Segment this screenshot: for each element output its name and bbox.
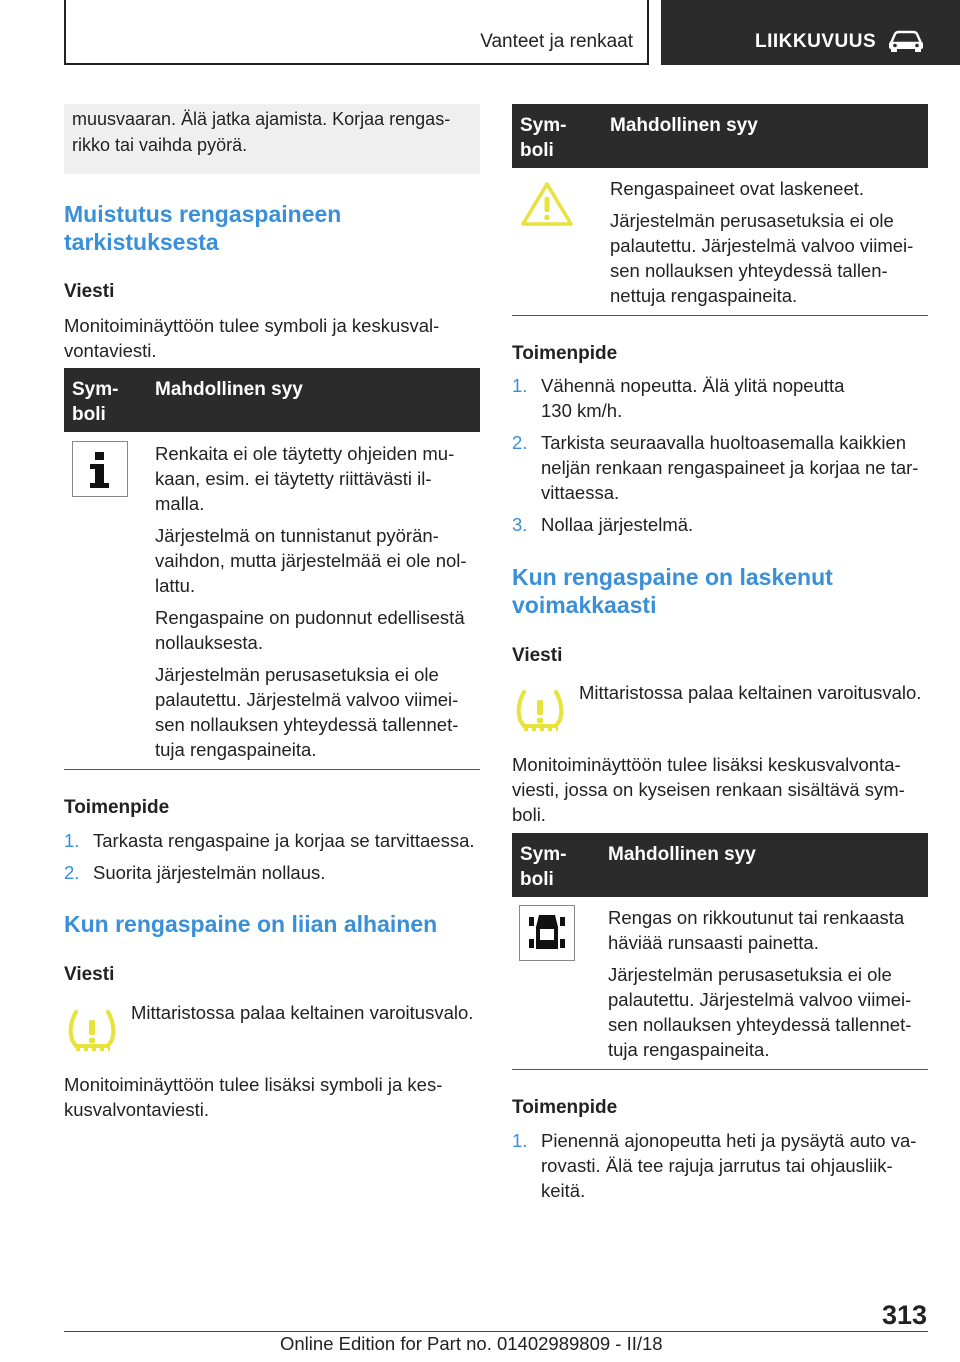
notice-line: muusvaaran. Älä jatka ajamista. Korjaa rengas- bbox=[72, 109, 451, 129]
label-toimenpide: Toimenpide bbox=[512, 1097, 618, 1118]
heading-reminder: Muistutus rengaspaineen tarkistuksesta bbox=[64, 201, 342, 255]
heading-sudden-loss: Kun rengaspaine on laskenut voimakkaasti bbox=[512, 564, 833, 618]
list-item: 1. Tarkasta rengaspaine ja korjaa se tarvittaessa. bbox=[64, 830, 475, 851]
header-chapter-box bbox=[661, 0, 960, 65]
info-icon bbox=[72, 441, 128, 497]
heading-low-pressure: Kun rengaspaine on liian alhainen bbox=[64, 911, 438, 937]
reasons-cell: Renkaita ei ole täytetty ohjeiden mu- kaan, esim. ei täytetty riittävästi il- malla. Järjestelmä on tunnistanut pyörän- vaihdon, mutta järjestelmää ei ole nol- lattu. Rengaspaine on pudonnut edellisestä nollauksesta. Järjestelmän perusasetuksia ei ole palautettu. Järjestelmä valvoo viimei- sen nollauksen yhteydessä tallennet- tuja rengaspaineita. bbox=[155, 443, 467, 760]
header-section-box bbox=[64, 0, 649, 65]
tire-pressure-warning-icon bbox=[66, 1008, 118, 1056]
table-header bbox=[64, 368, 480, 432]
col-symbol-header: Sym- boli bbox=[72, 379, 119, 425]
tire-pressure-warning-icon bbox=[514, 688, 566, 736]
col-reason-header: Mahdollinen syy bbox=[155, 379, 303, 400]
col-symbol-header: Sym- boli bbox=[520, 844, 567, 890]
notice-line: rikko tai vaihda pyörä. bbox=[72, 135, 248, 155]
list-item: 1. Vähennä nopeutta. Älä ylitä nopeutta 130 km/h. bbox=[512, 375, 845, 421]
label-viesti: Viesti bbox=[512, 645, 563, 666]
message-text: Monitoiminäyttöön tulee lisäksi keskusvalvonta- viesti, jossa on kyseisen renkaan sisältävä sym- boli. bbox=[512, 754, 905, 825]
car-tire-icon bbox=[519, 905, 575, 961]
table-rule bbox=[64, 769, 480, 770]
car-icon bbox=[887, 29, 925, 53]
table-header bbox=[512, 833, 928, 897]
warning-light-text: Mittaristossa palaa keltainen varoitusvalo. bbox=[579, 682, 922, 703]
list-item: 2. Tarkista seuraavalla huoltoasemalla kaikkien neljän renkaan rengaspaineet ja korjaa ne tar- vittaessa. bbox=[512, 432, 919, 503]
label-viesti: Viesti bbox=[64, 964, 115, 985]
footer-rule bbox=[64, 1331, 928, 1332]
col-reason-header: Mahdollinen syy bbox=[610, 115, 758, 136]
label-toimenpide: Toimenpide bbox=[64, 797, 170, 818]
label-viesti: Viesti bbox=[64, 281, 115, 302]
message-text: Monitoiminäyttöön tulee symboli ja keskusval- vontaviesti. bbox=[64, 315, 440, 361]
page-number: 313 bbox=[881, 1300, 927, 1330]
table-rule bbox=[512, 1069, 928, 1070]
warning-notice-box bbox=[64, 104, 480, 174]
header-section-title: Vanteet ja renkaat bbox=[480, 31, 633, 52]
steps-list bbox=[64, 828, 484, 892]
col-symbol-header: Sym- boli bbox=[520, 115, 567, 161]
message-text: Monitoiminäyttöön tulee lisäksi symboli ja kes- kusvalvontaviesti. bbox=[64, 1074, 443, 1120]
list-item: 2. Suorita järjestelmän nollaus. bbox=[64, 862, 326, 883]
reasons-cell: Rengaspaineet ovat laskeneet. Järjestelmän perusasetuksia ei ole palautettu. Järjestelmä valvoo viimei- sen nollauksen yhteydessä tallen- nettuja rengaspaineita. bbox=[610, 178, 914, 306]
table-rule bbox=[512, 315, 928, 316]
list-item: 1. Pienennä ajonopeutta heti ja pysäytä auto va- rovasti. Älä tee rajuja jarrutus tai ohjausliik- keitä. bbox=[512, 1130, 917, 1201]
list-item: 3. Nollaa järjestelmä. bbox=[512, 514, 694, 535]
warning-triangle-icon bbox=[519, 180, 575, 228]
footer-edition: Online Edition for Part no. 01402989809 - II/18 bbox=[280, 1333, 663, 1354]
header-chapter-title: LIIKKUVUUS bbox=[755, 31, 877, 52]
col-reason-header: Mahdollinen syy bbox=[608, 844, 756, 865]
steps-list bbox=[512, 1128, 932, 1210]
warning-light-text: Mittaristossa palaa keltainen varoitusvalo. bbox=[131, 1002, 474, 1023]
table-header bbox=[512, 104, 928, 168]
label-toimenpide: Toimenpide bbox=[512, 343, 618, 364]
steps-list bbox=[512, 373, 932, 544]
reasons-cell: Rengas on rikkoutunut tai renkaasta häviää runsaasti painetta. Järjestelmän perusasetuksia ei ole palautettu. Järjestelmä valvoo viimei- sen nollauksen yhteydessä tallennet- tuja rengaspaineita. bbox=[608, 907, 912, 1060]
